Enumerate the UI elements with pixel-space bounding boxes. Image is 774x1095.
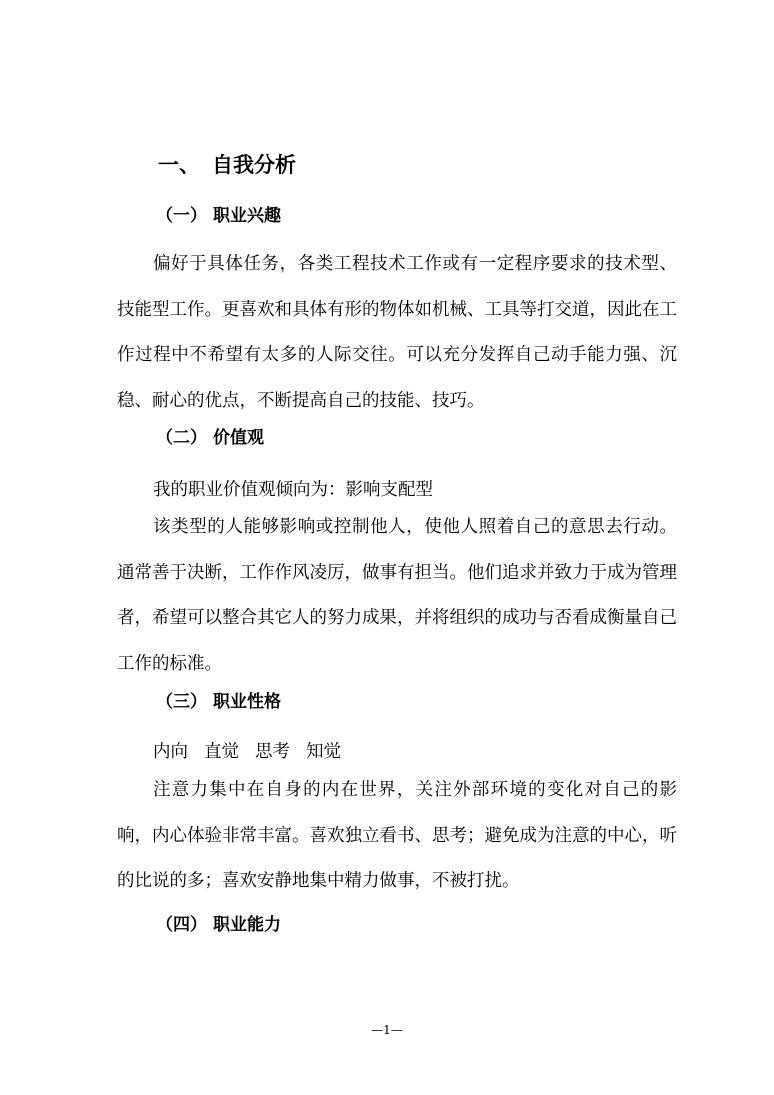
subheading-number: （一） [156,206,207,226]
section-title: 自我分析 [212,153,296,177]
trait-item: 内向 [153,742,188,762]
subheading-number: （二） [156,428,207,448]
page-number: —1— [371,1023,403,1037]
trait-item: 思考 [255,742,290,762]
personality-traits [153,739,357,765]
subheading-number: （三） [156,692,207,712]
subheading-title: 职业能力 [213,915,281,935]
values-tendency: 我的职业价值观倾向为：影响支配型 [153,480,433,500]
paragraph-personality: 注意力集中在自身的内在世界，关注外部环境的变化对自己的影响，内心体验非常丰富。喜欢独立看书、思考；避免成为注意的中心，听的比说的多；喜欢安静地集中精力做事，不被打扰。 [117,780,677,891]
trait-item: 直觉 [204,742,239,762]
section-number: 一、 [158,153,200,177]
paragraph-values: 该类型的人能够影响或控制他人，使他人照着自己的意思去行动。通常善于决断，工作作风凌厉，做事有担当。他们追求并致力于成为管理者，希望可以整合其它人的努力成果，并将组织的成功与否看成衡量自己工作的标准。 [117,517,677,674]
subheading-title: 职业性格 [213,692,281,712]
subheading-values [156,425,264,451]
paragraph-career-interest: 偏好于具体任务，各类工程技术工作或有一定程序要求的技术型、技能型工作。更喜欢和具体有形的物体如机械、工具等打交道，因此在工作过程中不希望有太多的人际交往。可以充分发挥自己动手能力强、沉稳、耐心的优点，不断提高自己的技能、技巧。 [117,254,677,411]
subheading-title: 职业兴趣 [213,206,281,226]
section-heading-self-analysis [158,150,296,180]
subheading-career-interest [156,203,281,229]
subheading-career-ability [156,912,281,938]
trait-item: 知觉 [306,742,341,762]
subheading-personality [156,689,281,715]
subheading-title: 价值观 [213,428,264,448]
subheading-number: （四） [156,915,207,935]
